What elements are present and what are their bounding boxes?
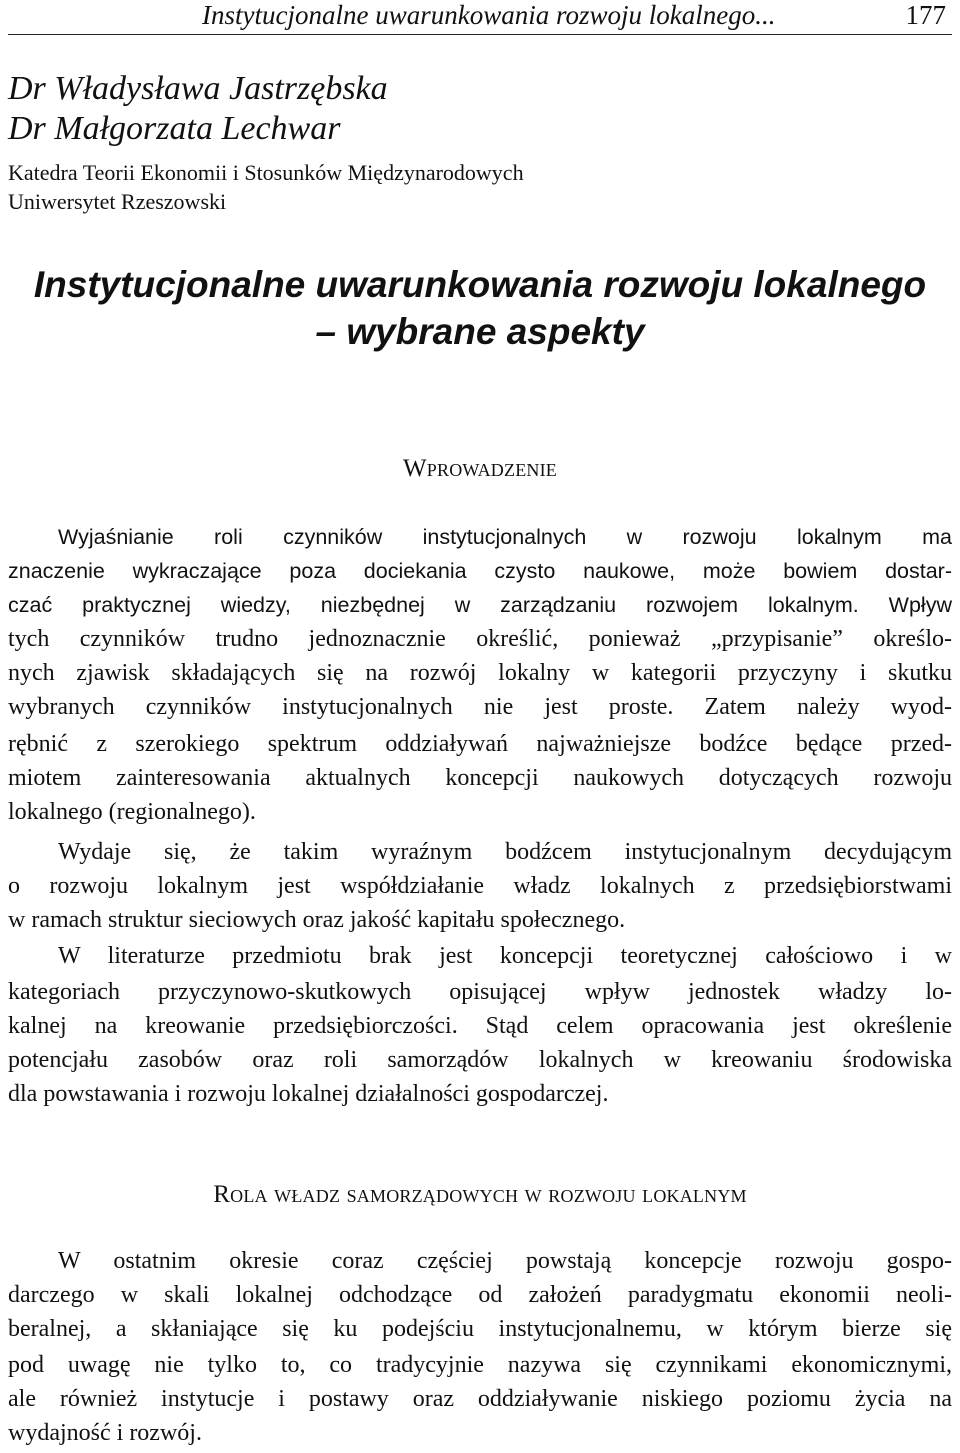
paragraph-line: nych zjawisk składających się na rozwój lokalny w kategorii przyczyny i skutku [8,660,952,686]
paragraph-line: wydajność i rozwój. [8,1420,202,1446]
section-heading-role-of-local-government: Rola władz samorządowych w rozwoju lokalnym [213,1181,747,1208]
affiliation-department: Katedra Teorii Ekonomii i Stosunków Międzynarodowych [8,160,524,185]
paragraph-line: miotem zainteresowania aktualnych koncepcji naukowych dotyczących rozwoju [8,765,952,791]
paragraph-line: kalnej na kreowanie przedsiębiorczości. Stąd celem opracowania jest określenie [8,1013,952,1039]
article-title: Instytucjonalne uwarunkowania rozwoju lokalnego [33,264,927,305]
paragraph-line: ale również instytucje i postawy oraz oddziaływanie niskiego poziomu życia na [8,1386,952,1412]
paragraph-line: Wyjaśnianie roli czynników instytucjonalnych w rozwoju lokalnym ma [58,525,952,549]
paragraph-line: beralnej, a skłaniające się ku podejściu instytucjonalnemu, w którym bierze się [8,1316,952,1342]
page-number: 177 [905,0,946,30]
paragraph-line: czać praktycznej wiedzy, niezbędnej w zarządzaniu rozwojem lokalnym. Wpływ [8,593,952,617]
paragraph-line: pod uwagę nie tylko to, co tradycyjnie nazywa się czynnikami ekonomicznymi, [8,1352,952,1378]
author-name: Dr Małgorzata Lechwar [8,110,341,147]
paragraph-line: Wydaje się, że takim wyraźnym bodźcem instytucjonalnym decydującym [58,839,952,865]
paragraph-line: dla powstawania i rozwoju lokalnej działalności gospodarczej. [8,1081,609,1107]
paragraph-line: kategoriach przyczynowo-skutkowych opisującej wpływ jednostek władzy lo- [8,979,952,1005]
author-name: Dr Władysława Jastrzębska [8,70,388,107]
paragraph-line: rębnić z szerokiego spektrum oddziaływań najważniejsze bodźce będące przed- [8,731,952,757]
paragraph-line: w ramach struktur sieciowych oraz jakość kapitału społecznego. [8,907,626,933]
paragraph-line: W ostatnim okresie coraz częściej powstają koncepcje rozwoju gospo- [58,1248,952,1274]
paragraph-line: darczego w skali lokalnej odchodzące od założeń paradygmatu ekonomii neoli- [8,1282,952,1308]
affiliation-university: Uniwersytet Rzeszowski [8,189,227,214]
paragraph-line: W literaturze przedmiotu brak jest koncepcji teoretycznej całościowo i w [58,943,952,969]
paragraph-line: tych czynników trudno jednoznacznie określić, ponieważ „przypisanie” określo- [8,626,952,652]
paragraph-line: znaczenie wykraczające poza dociekania czysto naukowe, może bowiem dostar- [8,559,952,583]
running-header [8,0,952,35]
paragraph-line: wybranych czynników instytucjonalnych nie jest proste. Zatem należy wyod- [8,694,952,720]
article-subtitle: – wybrane aspekty [315,311,645,352]
running-title: Instytucjonalne uwarunkowania rozwoju lokalnego... [202,0,776,30]
section-heading-introduction: Wprowadzenie [403,455,557,482]
paragraph-line: potencjału zasobów oraz roli samorządów lokalnych w kreowaniu środowiska [8,1047,952,1073]
paragraph-line: o rozwoju lokalnym jest współdziałanie władz lokalnych z przedsiębiorstwami [8,873,952,899]
paragraph-line: lokalnego (regionalnego). [8,799,256,825]
